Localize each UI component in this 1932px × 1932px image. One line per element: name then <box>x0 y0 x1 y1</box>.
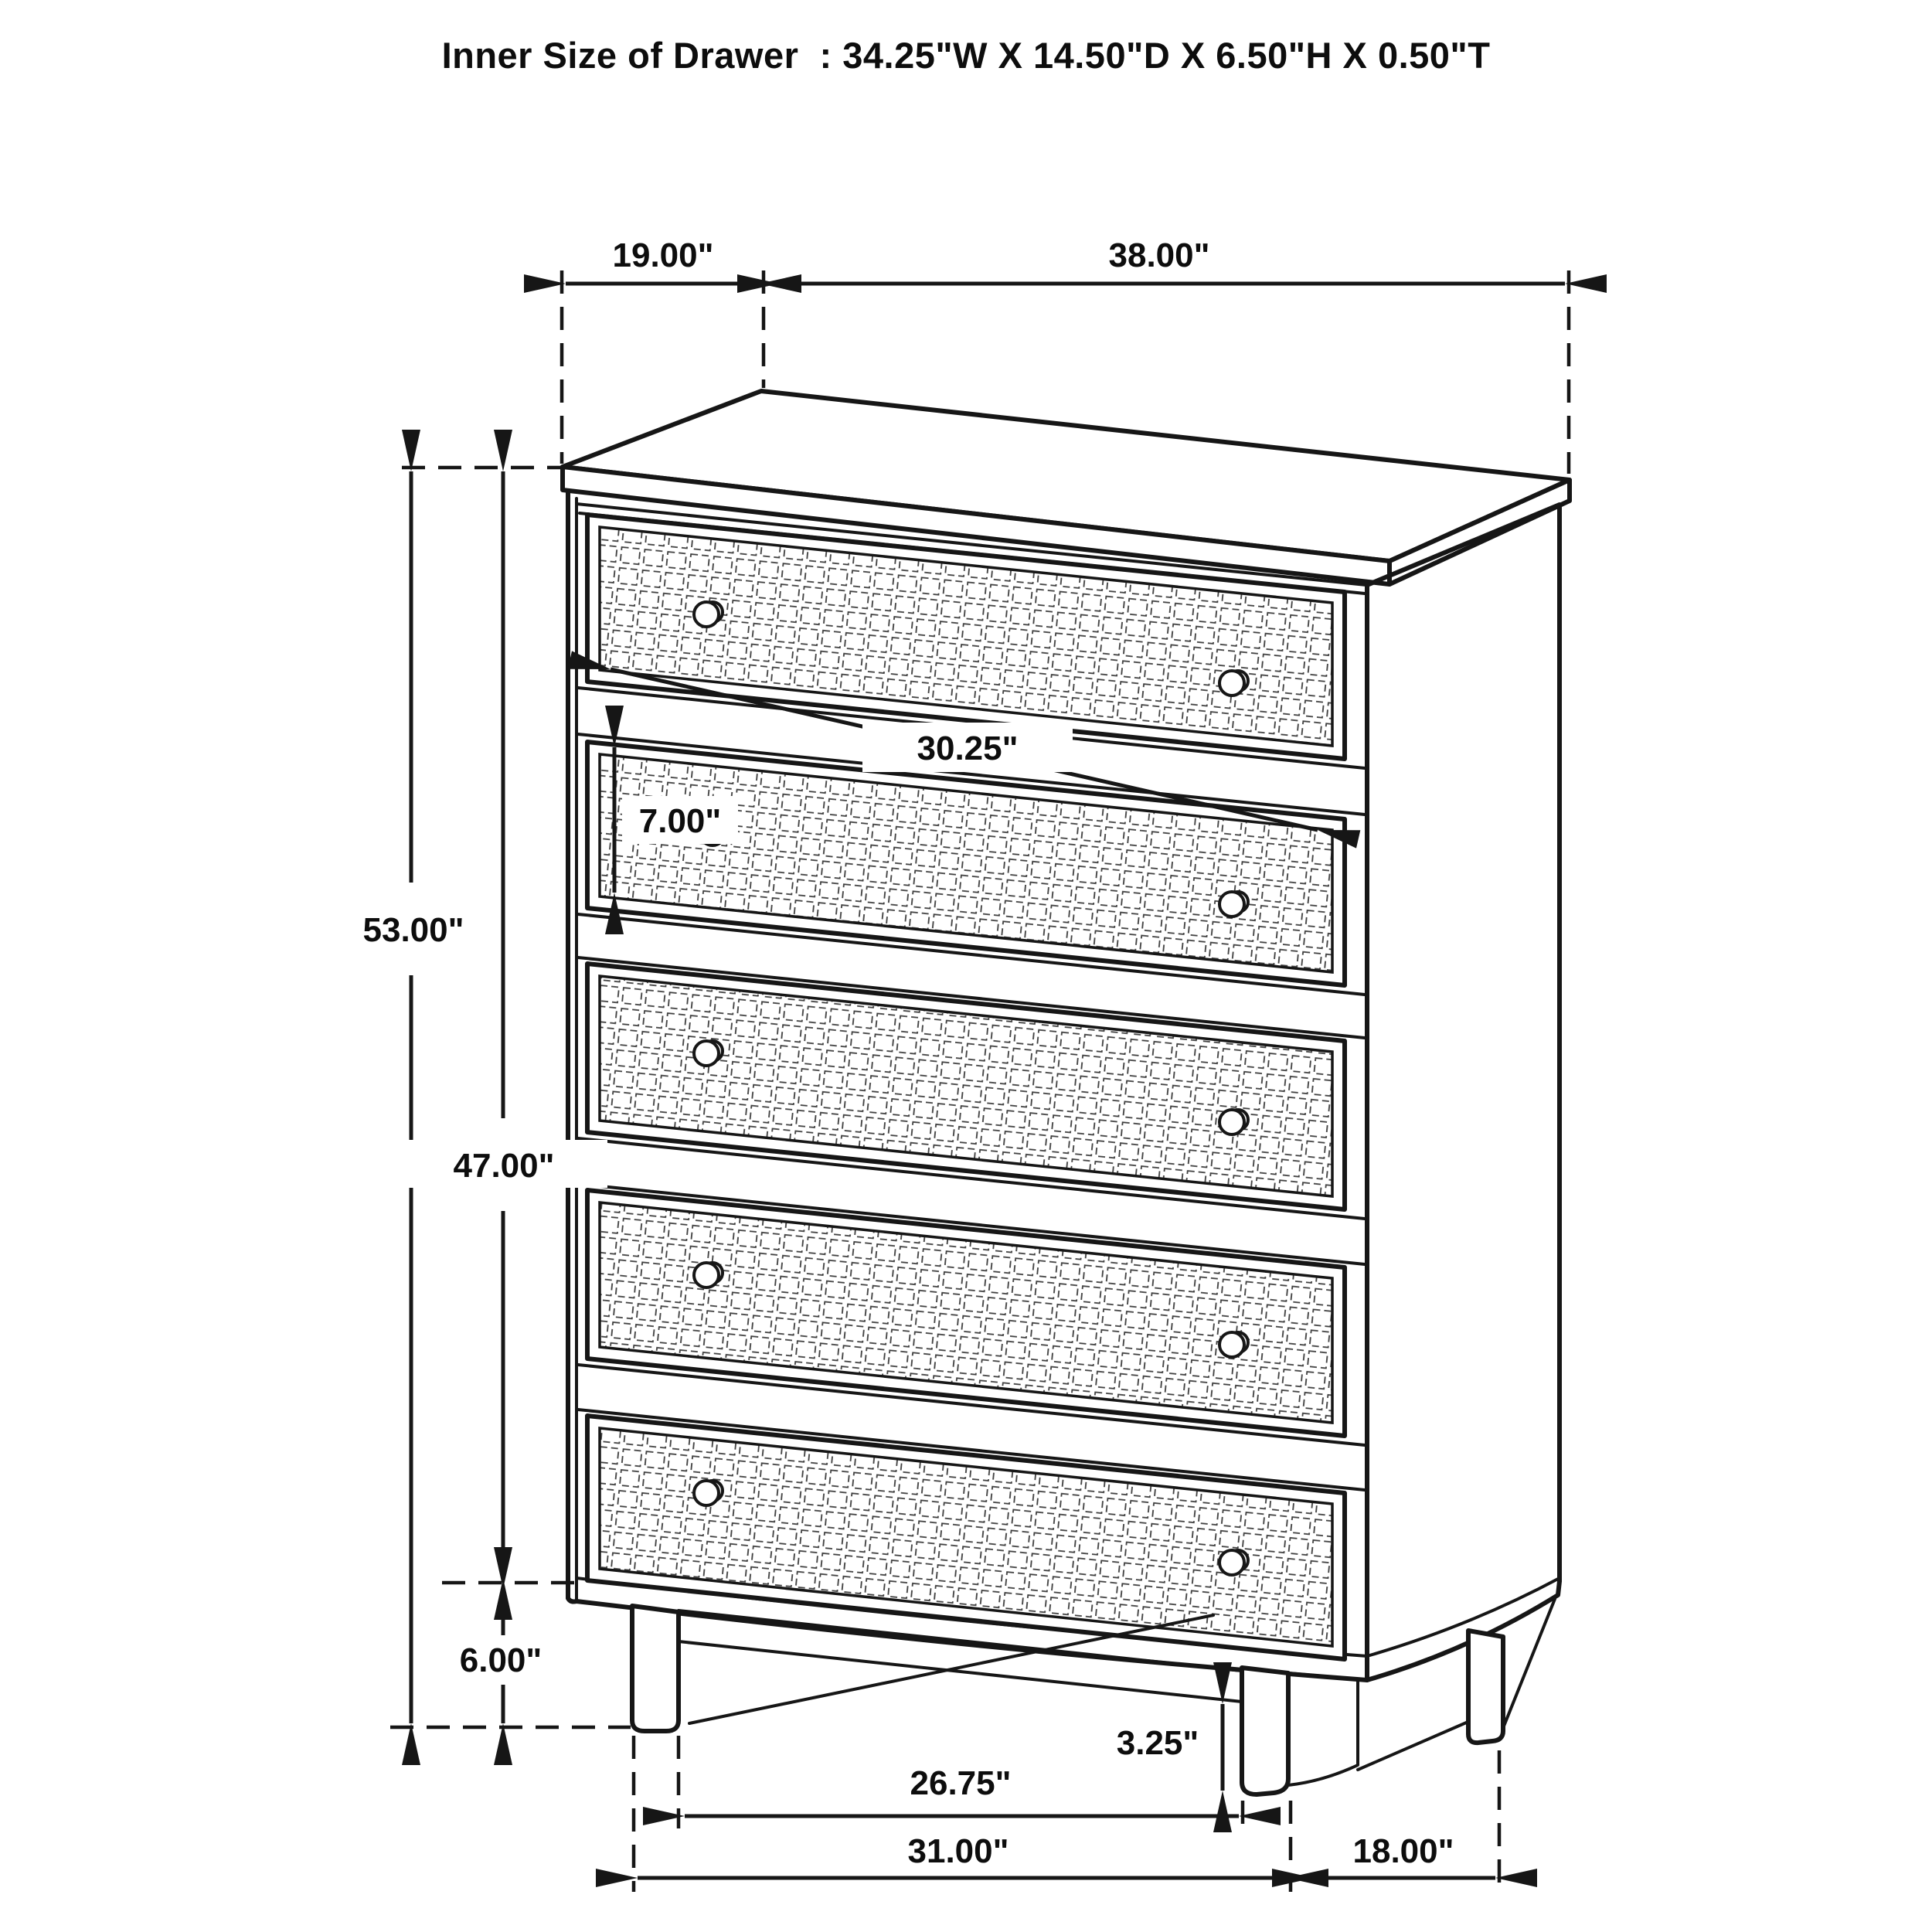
drawer-4 <box>587 1190 1345 1436</box>
back-right-leg <box>1468 1631 1503 1743</box>
dim-side-depth <box>1314 1832 1495 1878</box>
diagram-title-separator: : <box>798 35 843 76</box>
dim-label-side-depth: 18.00" <box>1352 1832 1454 1870</box>
dim-label-drawer-front-height: 7.00" <box>638 802 722 840</box>
dim-top-depth <box>566 236 760 284</box>
front-left-leg <box>632 1606 679 1731</box>
dim-label-base-inner-width: 26.75" <box>910 1764 1012 1802</box>
dim-base-lift <box>1117 1704 1223 1791</box>
dim-base-width <box>638 1832 1287 1878</box>
cabinet-illustration <box>563 391 1570 1794</box>
drawer-2 <box>587 742 1345 985</box>
dim-label-top-width: 38.00" <box>1108 236 1210 274</box>
dim-label-leg-height: 6.00" <box>459 1641 543 1679</box>
dim-overall-height <box>309 471 516 1723</box>
dim-label-overall-height: 53.00" <box>362 911 464 949</box>
front-right-leg <box>1242 1668 1358 1794</box>
dim-label-case-height: 47.00" <box>453 1147 555 1185</box>
dim-label-drawer-front-width: 30.25" <box>917 730 1019 767</box>
diagram-title-value: 34.25"W X 14.50"D X 6.50"H X 0.50"T <box>842 35 1491 76</box>
drawer-5 <box>587 1416 1345 1659</box>
dim-leg-height <box>437 1589 568 1723</box>
dim-label-base-lift: 3.25" <box>1116 1724 1199 1762</box>
diagram-title-label: Inner Size of Drawer <box>441 35 799 76</box>
dim-label-top-depth: 19.00" <box>612 236 714 274</box>
dim-top-width <box>779 236 1565 284</box>
base-stretcher <box>679 1611 1242 1723</box>
dim-base-inner-width <box>685 1764 1239 1816</box>
dim-label-base-width: 31.00" <box>907 1832 1009 1870</box>
drawer-3 <box>587 964 1345 1209</box>
